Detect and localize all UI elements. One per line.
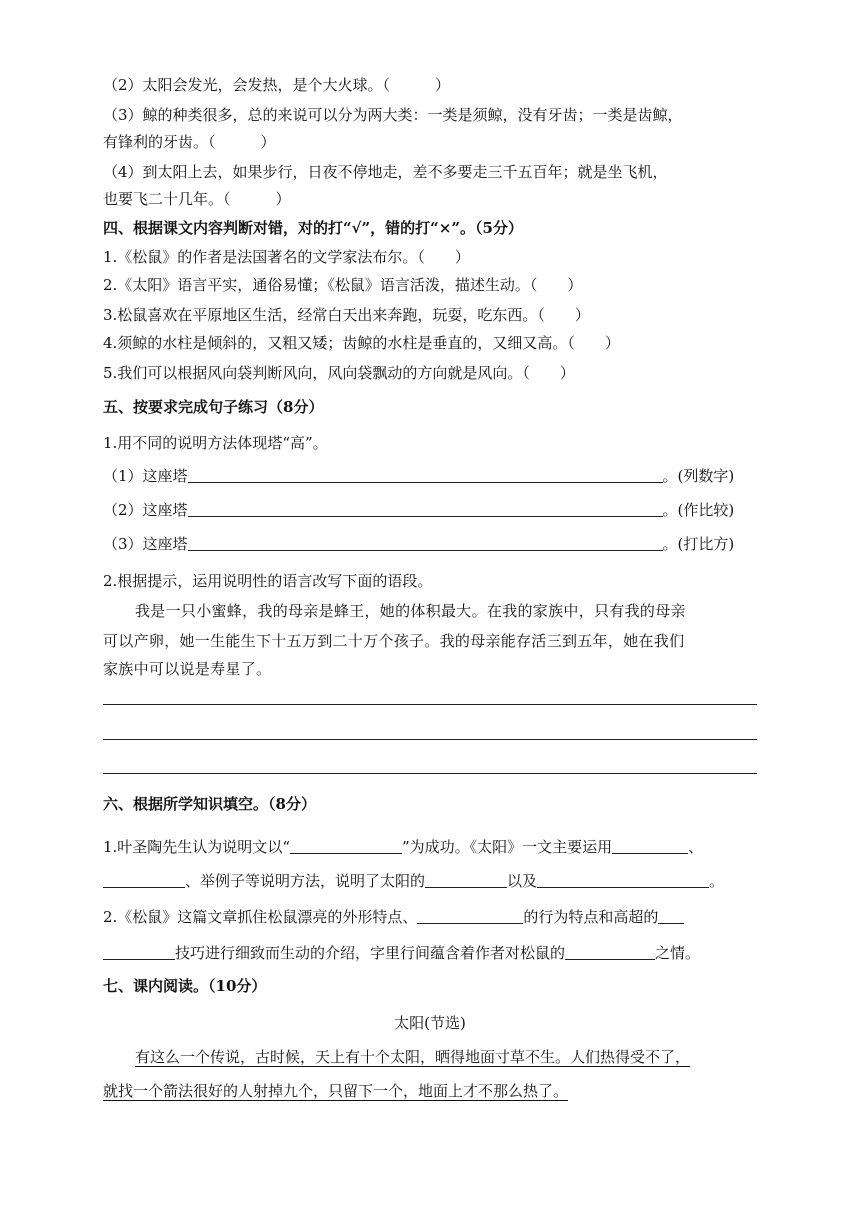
reading-passage-line-2: 就找一个箭法很好的人射掉九个，只留下一个，地面上才不那么热了。 (103, 1082, 569, 1100)
question-5-2: 2.根据提示，运用说明性的语言改写下面的语段。 (103, 572, 433, 590)
sentence-row-suffix: 。(列数字) (662, 467, 735, 485)
question-5-1: 1.用不同的说明方法体现塔“高”。 (103, 434, 328, 452)
writing-line-1[interactable] (103, 704, 757, 705)
question-4-4: 4.须鲸的水柱是倾斜的，又粗又矮；齿鲸的水柱是垂直的，又细又高。（ ） (103, 334, 620, 352)
reading-passage-line-1: 有这么一个传说，古时候，天上有十个太阳，晒得地面寸草不生。人们热得受不了， (135, 1048, 691, 1066)
section-5-heading: 五、按要求完成句子练习（8分） (103, 398, 324, 416)
reading-title: 太阳(节选) (394, 1014, 466, 1032)
section-7-heading: 七、课内阅读。（10分） (103, 977, 267, 995)
q6-2-text-b: 的行为特点和高超的 (523, 908, 659, 926)
sentence-row-2 (103, 499, 734, 521)
sentence-row-suffix: 。(作比较) (662, 501, 735, 519)
sentence-row-suffix: 。(打比方) (662, 535, 735, 553)
question-6-1-line1 (103, 836, 703, 858)
question-4-2: 2.《太阳》语言平实，通俗易懂；《松鼠》语言活泼，描述生动。（ ） (103, 276, 583, 294)
writing-line-2[interactable] (103, 739, 757, 740)
q6-2-text-c: 技巧进行细致而生动的介绍，字里行间蕴含着作者对松鼠的 (175, 944, 566, 962)
question-3-4-line2: 也要飞二十几年。（ ） (103, 190, 291, 208)
question-6-2-line2 (103, 942, 700, 964)
answer-blank[interactable] (188, 534, 663, 551)
question-4-5: 5.我们可以根据风向袋判断风向，风向袋飘动的方向就是风向。（ ） (103, 364, 575, 382)
question-6-1-line2 (103, 870, 724, 892)
question-3-3-line2: 有锋利的牙齿。（ ） (103, 133, 276, 151)
sentence-row-1 (103, 465, 734, 487)
answer-blank[interactable] (188, 500, 663, 517)
answer-blank[interactable] (425, 871, 507, 888)
answer-blank[interactable] (658, 907, 684, 924)
q6-1-text-b: ”为成功。《太阳》一文主要运用 (401, 838, 613, 856)
section-6-heading: 六、根据所学知识填空。（8分） (103, 795, 316, 813)
writing-line-3[interactable] (103, 773, 757, 774)
sentence-row-prefix: （3）这座塔 (103, 535, 188, 553)
answer-blank[interactable] (612, 837, 688, 854)
question-3-3-line1: （3）鲸的种类很多，总的来说可以分为两大类：一类是须鲸，没有牙齿；一类是齿鲸， (103, 106, 683, 124)
answer-blank[interactable] (417, 907, 523, 924)
answer-blank[interactable] (290, 837, 402, 854)
answer-blank[interactable] (537, 871, 709, 888)
answer-blank[interactable] (565, 943, 655, 960)
q6-2-text-a: 2.《松鼠》这篇文章抓住松鼠漂亮的外形特点、 (103, 908, 418, 926)
q6-1-text-d: 、举例子等说明方法，说明了太阳的 (185, 872, 426, 890)
question-3-2: （2）太阳会发光，会发热，是个大火球。（ ） (103, 76, 451, 94)
sentence-row-3 (103, 533, 734, 555)
q6-1-text-e: 以及 (507, 872, 538, 890)
passage-line-1: 我是一只小蜜蜂，我的母亲是蜂王，她的体积最大。在我的家族中，只有我的母亲 (135, 602, 686, 620)
question-3-4-line1: （4）到太阳上去，如果步行，日夜不停地走，差不多要走三千五百年；就是坐飞机， (103, 163, 668, 181)
sentence-row-prefix: （1）这座塔 (103, 467, 188, 485)
answer-blank[interactable] (188, 466, 663, 483)
section-4-heading: 四、根据课文内容判断对错，对的打“√”，错的打“×”。（5分） (103, 219, 523, 237)
answer-blank[interactable] (103, 871, 185, 888)
answer-blank[interactable] (103, 943, 175, 960)
sentence-row-prefix: （2）这座塔 (103, 501, 188, 519)
q6-1-text-a: 1.叶圣陶先生认为说明文以“ (103, 838, 290, 856)
passage-line-2: 可以产卵，她一生能生下十五万到二十万个孩子。我的母亲能存活三到五年，她在我们 (103, 632, 685, 650)
passage-line-3: 家族中可以说是寿星了。 (103, 660, 272, 678)
question-4-1: 1.《松鼠》的作者是法国著名的文学家法布尔。（ ） (103, 248, 470, 266)
q6-2-text-d: 之情。 (655, 944, 701, 962)
q6-1-text-f: 。 (709, 872, 725, 890)
q6-1-text-c: 、 (688, 838, 704, 856)
question-6-2-line1 (103, 906, 684, 928)
question-4-3: 3.松鼠喜欢在平原地区生活，经常白天出来奔跑，玩耍，吃东西。（ ） (103, 306, 590, 324)
